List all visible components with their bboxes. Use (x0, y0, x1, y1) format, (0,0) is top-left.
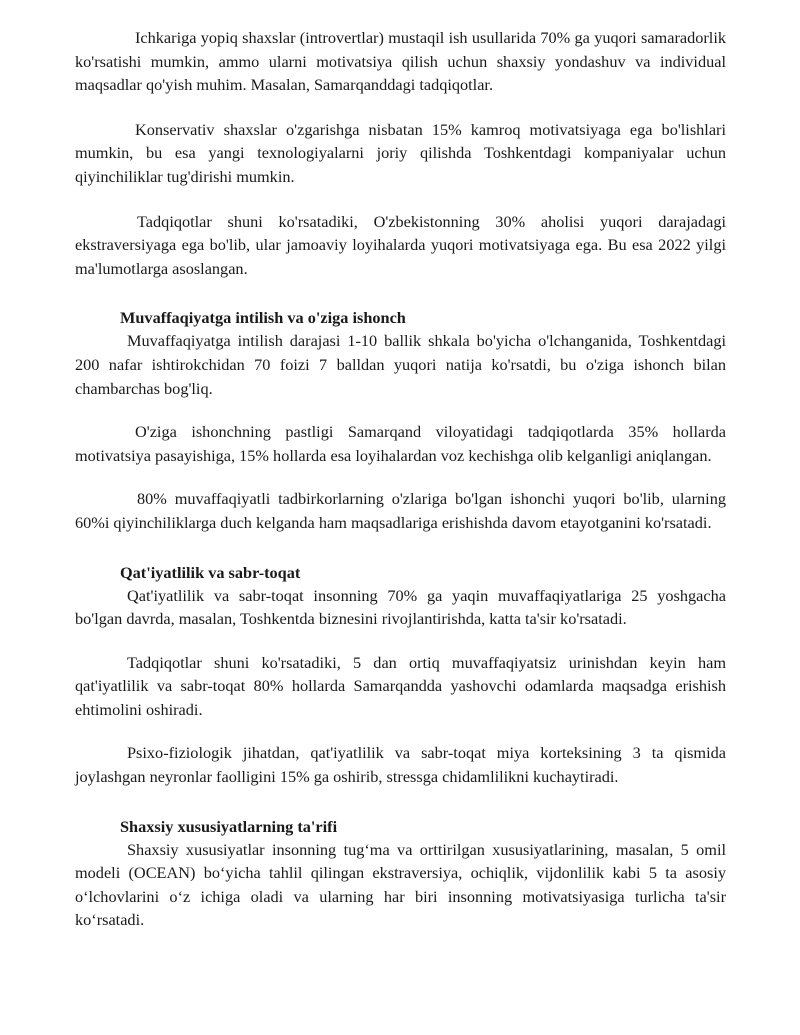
section1-paragraph-1: Muvaffaqiyatga intilish darajasi 1-10 ballik shkala bo'yicha o'lchanganida, Toshkentdagi 200 nafar ishtirokchidan 70 foizi 7 balldan yuqori natija ko'rsatdi, bu o'ziga ishonch bilan chambarchas bog'liq. (75, 331, 726, 398)
intro-paragraph-1: Ichkariga yopiq shaxslar (introvertlar) mustaqil ish usullarida 70% ga yuqori samaradorlik ko'rsatishi mumkin, ammo ularni motivatsiya qilish uchun shaxsiy yondashuv va individual maqsadlar qo'yish muhim. Masalan, Samarqanddagi tadqiqotlar. (75, 28, 726, 95)
intro-paragraph-3: Tadqiqotlar shuni ko'rsatadiki, O'zbekistonning 30% aholisi yuqori darajadagi ekstraversiyaga ega bo'lib, ular jamoaviy loyihalarda yuqori motivatsiyaga ega. Bu esa 2022 yilgi ma'lumotlarga asoslangan. (75, 211, 726, 278)
section-heading-personality: Shaxsiy xususiyatlarning ta'rifi (120, 816, 338, 836)
section1-paragraph-3: 80% muvaffaqiyatli tadbirkorlarning o'zlariga bo'lgan ishonchi yuqori bo'lib, ularning 60%i qiyinchiliklarga duch kelganda ham maqsadlariga erishishda davom etayotganini ko'rsatadi. (75, 489, 726, 532)
section2-paragraph-3: Psixo-fiziologik jihatdan, qat'iyatlilik va sabr-toqat miya korteksining 3 ta qismida joylashgan neyronlar faolligini 15% ga oshirib, stressga chidamlilikni kuchaytiradi. (75, 743, 726, 787)
section3-paragraph-1: Shaxsiy xususiyatlar insonning tug‘ma va orttirilgan xususiyatlarining, masalan, 5 omil modeli (OCEAN) bo‘yicha tahlil qilingan ekstraversiya, ochiqlik, vijdonlilik kabi 5 ta asosiy o‘lchovlarini o‘z ichiga oladi va ularning har biri insonning motivatsiyasiga turlicha ta'sir ko‘rsatadi. (75, 839, 726, 930)
section1-paragraph-2: O'ziga ishonchning pastligi Samarqand viloyatidagi tadqiqotlarda 35% hollarda motivatsiya pasayishiga, 15% hollarda esa loyihalardan voz kechishga olib kelganligi aniqlangan. (75, 422, 726, 465)
document-page (75, 26, 726, 932)
intro-paragraph-2: Konservativ shaxslar o'zgarishga nisbatan 15% kamroq motivatsiyaga ega bo'lishlari mumkin, bu esa yangi texnologiyalarni joriy qilishda Toshkentdagi kompaniyalar uchun qiyinchiliklar tug'dirishi mumkin. (75, 119, 726, 186)
section-heading-success: Muvaffaqiyatga intilish va o'ziga ishonch (120, 308, 406, 328)
section2-paragraph-2: Tadqiqotlar shuni ko'rsatadiki, 5 dan ortiq muvaffaqiyatsiz urinishdan keyin ham qat'iyatlilik va sabr-toqat 80% hollarda Samarqandda yashovchi odamlarda maqsadga erishish ehtimolini oshiradi. (75, 652, 726, 719)
section-heading-persistence: Qat'iyatlilik va sabr-toqat (120, 562, 301, 582)
section2-paragraph-1: Qat'iyatlilik va sabr-toqat insonning 70% ga yaqin muvaffaqiyatlariga 25 yoshgacha bo'lgan davrda, masalan, Toshkentda biznesini rivojlantirishda, katta ta'sir ko'rsatadi. (75, 585, 726, 629)
